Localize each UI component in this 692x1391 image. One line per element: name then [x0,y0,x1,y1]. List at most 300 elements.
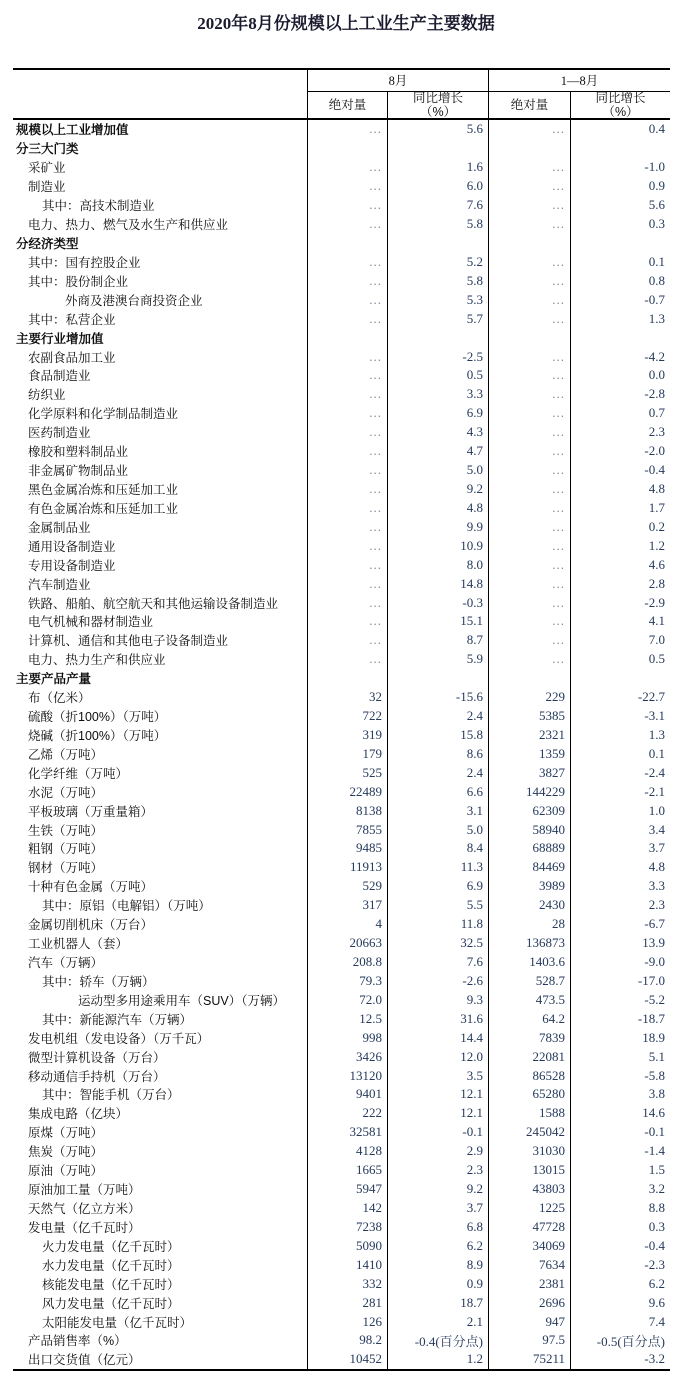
row-label: 铁路、船舶、航空航天和其他运输设备制造业 [28,596,279,611]
cell-value: 8.9 [387,1255,488,1274]
row-label: 电气机械和器材制造业 [28,615,154,630]
table-row [13,1180,670,1199]
table-row [13,328,670,347]
table-row [13,612,670,631]
table-row [13,1274,670,1293]
cell-value: ... [488,385,570,404]
table-row [13,480,670,499]
row-label: 主要产品产量 [16,672,92,687]
cell-value: ... [488,612,570,631]
cell-value: 5.7 [387,309,488,328]
cell-value: ... [307,574,387,593]
cell-value: 2.3 [387,1161,488,1180]
cell-value: ... [307,404,387,423]
cell-value: ... [307,366,387,385]
header-group-row [13,70,670,92]
row-label: 核能发电量（亿千瓦时） [42,1277,180,1292]
cell-value: 5.8 [387,271,488,290]
row-label: 计算机、通信和其他电子设备制造业 [28,634,229,649]
cell-value: 9.9 [387,517,488,536]
header-yoy-line2: （%） [419,105,457,119]
table-row [13,896,670,915]
cell-value: 317 [307,896,387,915]
cell-value: 7.6 [387,953,488,972]
row-label: 外商及港澳台商投资企业 [65,293,203,308]
row-label: 焦炭（万吨） [28,1145,104,1160]
cell-value: 1588 [488,1104,570,1123]
cell-value: ... [307,555,387,574]
cell-value: 0.1 [570,252,670,271]
row-label: 电力、热力、燃气及水生产和供应业 [28,218,229,233]
cell-value: -2.0 [570,442,670,461]
cell-value: 5.6 [570,196,670,215]
cell-value: ... [307,650,387,669]
row-label: 太阳能发电量（亿千瓦时） [42,1315,193,1330]
cell-value: -5.2 [570,990,670,1009]
cell-value: 32.5 [387,934,488,953]
cell-value: 31030 [488,1142,570,1161]
cell-value: 4.3 [387,423,488,442]
table-row [13,215,670,234]
cell-value: 7.0 [570,631,670,650]
row-label: 烧碱（折100%）（万吨） [28,728,167,743]
cell-value: 1.3 [570,309,670,328]
cell-value: 12.0 [387,1047,488,1066]
cell-value: 11.8 [387,915,488,934]
table-row [13,877,670,896]
table-row [13,1047,670,1066]
table-row [13,1236,670,1255]
table-row [13,1104,670,1123]
cell-value: 11.3 [387,858,488,877]
cell-value: 229 [488,688,570,707]
cell-value: 75211 [488,1350,570,1369]
cell-value: 332 [307,1274,387,1293]
cell-value: 0.3 [570,215,670,234]
cell-value: 3.1 [387,801,488,820]
table-row [13,1199,670,1218]
row-label: 纺织业 [28,388,66,403]
cell-value: 0.5 [387,366,488,385]
cell-value: 12.5 [307,1009,387,1028]
cell-value: 6.2 [570,1274,670,1293]
cell-value: -2.3 [570,1255,670,1274]
cell-value: 1.2 [387,1350,488,1369]
table-header [13,70,670,120]
cell-value: 2.9 [387,1142,488,1161]
table-row [13,347,670,366]
cell-value: ... [307,290,387,309]
cell-value: 8.0 [387,555,488,574]
cell-value: 6.0 [387,177,488,196]
cell-value: 9401 [307,1085,387,1104]
table-row [13,1009,670,1028]
table-row [13,1142,670,1161]
cell-value: 43803 [488,1180,570,1199]
table-row [13,1217,670,1236]
header-yoy-august [387,92,488,118]
table-row [13,1293,670,1312]
cell-value [387,234,488,253]
row-label: 原油（万吨） [28,1164,104,1179]
cell-value: 0.0 [570,366,670,385]
cell-value: 98.2 [307,1331,387,1350]
row-label: 水力发电量（亿千瓦时） [42,1258,180,1273]
cell-value: 0.1 [570,744,670,763]
cell-value: 4 [307,915,387,934]
cell-value: 142 [307,1199,387,1218]
cell-value: 10452 [307,1350,387,1369]
cell-value: 3.7 [387,1199,488,1218]
row-label: 运动型多用途乘用车（SUV）（万辆） [78,993,285,1008]
cell-value [307,328,387,347]
cell-value [488,328,570,347]
cell-value: ... [488,498,570,517]
cell-value: -15.6 [387,688,488,707]
cell-value [307,139,387,158]
cell-value: 1225 [488,1199,570,1218]
cell-value: ... [307,385,387,404]
table-row [13,1331,670,1350]
cell-value: ... [488,480,570,499]
row-label: 橡胶和塑料制品业 [28,445,129,460]
row-label: 食品制造业 [28,369,91,384]
cell-value [570,234,670,253]
cell-value: 3.4 [570,820,670,839]
table-body [13,120,670,1369]
cell-value: ... [488,309,570,328]
row-label: 其中：私营企业 [28,312,116,327]
cell-value: -18.7 [570,1009,670,1028]
cell-value: 1.6 [387,158,488,177]
table-row [13,990,670,1009]
cell-value: 15.8 [387,726,488,745]
cell-value: 7238 [307,1217,387,1236]
cell-value: 64.2 [488,1009,570,1028]
cell-value: 3.8 [570,1085,670,1104]
table-row [13,631,670,650]
cell-value: ... [488,555,570,574]
cell-value: ... [488,631,570,650]
cell-value: 4.1 [570,612,670,631]
cell-value: ... [488,442,570,461]
cell-value: 86528 [488,1066,570,1085]
row-label: 农副食品加工业 [28,350,116,365]
cell-value: 0.9 [387,1274,488,1293]
header-group-august: 8月 [307,70,488,92]
cell-value: 3426 [307,1047,387,1066]
cell-value: 9.6 [570,1293,670,1312]
table-row [13,234,670,253]
cell-value [307,234,387,253]
cell-value: 5.1 [570,1047,670,1066]
cell-value: 58940 [488,820,570,839]
cell-value: 6.9 [387,404,488,423]
cell-value: 5090 [307,1236,387,1255]
cell-value: -2.5 [387,347,488,366]
cell-value: 4128 [307,1142,387,1161]
cell-value: -0.4(百分点) [387,1331,488,1350]
table-row [13,177,670,196]
cell-value: -2.4 [570,763,670,782]
table-row [13,707,670,726]
cell-value: 5.2 [387,252,488,271]
header-sub-row [13,92,670,118]
cell-value: 5.0 [387,461,488,480]
cell-value: 31.6 [387,1009,488,1028]
table-row [13,763,670,782]
cell-value: 62309 [488,801,570,820]
cell-value: 222 [307,1104,387,1123]
table-row [13,158,670,177]
cell-value: ... [307,215,387,234]
cell-value: ... [307,631,387,650]
cell-value: -17.0 [570,971,670,990]
cell-value: 8.4 [387,839,488,858]
table-row [13,820,670,839]
cell-value: 7.6 [387,196,488,215]
table-row [13,1350,670,1369]
cell-value: 126 [307,1312,387,1331]
cell-value: 1665 [307,1161,387,1180]
cell-value: 13015 [488,1161,570,1180]
header-yoy-jan-aug [570,92,670,118]
table-row [13,309,670,328]
cell-value: 97.5 [488,1331,570,1350]
cell-value: 6.2 [387,1236,488,1255]
cell-value: ... [488,347,570,366]
cell-value: 47728 [488,1217,570,1236]
table-row [13,517,670,536]
table-row [13,196,670,215]
row-label: 平板玻璃（万重量箱） [28,804,154,819]
row-label: 其中：智能手机（万台） [42,1088,180,1103]
cell-value: 1.7 [570,498,670,517]
cell-value: 5385 [488,707,570,726]
cell-value: 2.3 [570,896,670,915]
cell-value: 947 [488,1312,570,1331]
row-label: 化学原料和化学制品制造业 [28,407,179,422]
table-row [13,1312,670,1331]
table-row [13,461,670,480]
cell-value: 14.4 [387,1028,488,1047]
table-row [13,858,670,877]
cell-value: 15.1 [387,612,488,631]
row-label: 发电量（亿千瓦时） [28,1220,141,1235]
row-label: 乙烯（万吨） [28,747,104,762]
table-row [13,1028,670,1047]
cell-value: -1.4 [570,1142,670,1161]
cell-value: 0.9 [570,177,670,196]
cell-value: 6.8 [387,1217,488,1236]
cell-value: ... [307,158,387,177]
cell-value: 20663 [307,934,387,953]
table-row [13,423,670,442]
cell-value [488,139,570,158]
cell-value: 6.6 [387,782,488,801]
row-label: 采矿业 [28,161,66,176]
cell-value: ... [488,271,570,290]
cell-value: 2696 [488,1293,570,1312]
header-group-jan-aug: 1—8月 [488,70,670,92]
cell-value: 179 [307,744,387,763]
cell-value: 18.9 [570,1028,670,1047]
row-label: 发电机组（发电设备）（万千瓦） [28,1031,210,1046]
cell-value: 319 [307,726,387,745]
cell-value: 5.9 [387,650,488,669]
cell-value: 7839 [488,1028,570,1047]
table-row [13,271,670,290]
cell-value: 34069 [488,1236,570,1255]
cell-value: -1.0 [570,158,670,177]
table-row [13,1255,670,1274]
cell-value: 8.8 [570,1199,670,1218]
table-row [13,498,670,517]
cell-value: 84469 [488,858,570,877]
table-row [13,915,670,934]
row-label: 工业机器人（套） [28,937,129,952]
cell-value: ... [488,366,570,385]
table-row [13,366,670,385]
cell-value: -5.8 [570,1066,670,1085]
row-label: 风力发电量（亿千瓦时） [42,1296,180,1311]
cell-value: ... [307,423,387,442]
row-label: 分三大门类 [16,142,79,157]
cell-value: 2430 [488,896,570,915]
cell-value: 18.7 [387,1293,488,1312]
cell-value: ... [307,120,387,139]
cell-value: 2.4 [387,763,488,782]
cell-value: ... [488,290,570,309]
row-label: 有色金属冶炼和压延加工业 [28,501,179,516]
table-row [13,650,670,669]
table-row [13,574,670,593]
row-label: 火力发电量（亿千瓦时） [42,1239,180,1254]
cell-value: 5.6 [387,120,488,139]
cell-value: -6.7 [570,915,670,934]
cell-value: ... [488,574,570,593]
header-label-spacer [13,92,307,118]
table-row [13,726,670,745]
cell-value: 3.5 [387,1066,488,1085]
cell-value: -4.2 [570,347,670,366]
row-label: 其中：股份制企业 [28,274,129,289]
table-row [13,934,670,953]
cell-value: -2.9 [570,593,670,612]
cell-value: 4.8 [570,480,670,499]
cell-value: 136873 [488,934,570,953]
cell-value: 2381 [488,1274,570,1293]
table-row [13,385,670,404]
row-label: 十种有色金属（万吨） [28,880,154,895]
header-absolute-august: 绝对量 [307,92,387,118]
cell-value: ... [307,517,387,536]
cell-value: -3.1 [570,707,670,726]
cell-value: 3989 [488,877,570,896]
row-label: 制造业 [28,180,66,195]
cell-value: 5.5 [387,896,488,915]
header-yoy-line1: 同比增长 [595,91,646,105]
cell-value [570,328,670,347]
table-row [13,442,670,461]
table-row [13,1161,670,1180]
cell-value: 4.6 [570,555,670,574]
cell-value: 2.4 [387,707,488,726]
cell-value: ... [488,177,570,196]
row-label: 出口交货值（亿元） [28,1353,141,1368]
cell-value: 3827 [488,763,570,782]
row-label: 汽车（万辆） [28,956,104,971]
cell-value: -3.2 [570,1350,670,1369]
cell-value: 1410 [307,1255,387,1274]
cell-value: -2.6 [387,971,488,990]
row-label: 其中：原铝（电解铝）（万吨） [42,899,211,914]
table-row [13,669,670,688]
cell-value: 32581 [307,1123,387,1142]
cell-value: -0.7 [570,290,670,309]
cell-value: 0.5 [570,650,670,669]
cell-value: -0.3 [387,593,488,612]
cell-value: 9.2 [387,480,488,499]
cell-value: 5.0 [387,820,488,839]
cell-value: 2.8 [570,574,670,593]
row-label: 电力、热力生产和供应业 [28,653,166,668]
cell-value [387,328,488,347]
cell-value: ... [307,461,387,480]
cell-value: 9.3 [387,990,488,1009]
cell-value: ... [307,480,387,499]
row-label: 非金属矿物制品业 [28,464,129,479]
cell-value: 4.8 [387,498,488,517]
header-absolute-jan-aug: 绝对量 [488,92,570,118]
cell-value: 14.8 [387,574,488,593]
cell-value: 10.9 [387,536,488,555]
cell-value: ... [488,158,570,177]
cell-value: 245042 [488,1123,570,1142]
cell-value: 0.3 [570,1217,670,1236]
row-label: 产品销售率（%） [28,1334,127,1349]
table-row [13,404,670,423]
row-label: 其中：轿车（万辆） [42,974,155,989]
row-label: 其中：新能源汽车（万辆） [42,1012,193,1027]
cell-value: ... [488,461,570,480]
row-label: 医药制造业 [28,426,91,441]
row-label: 黑色金属冶炼和压延加工业 [28,482,179,497]
row-label: 其中：高技术制造业 [42,199,155,214]
cell-value: ... [488,120,570,139]
cell-value: -2.8 [570,385,670,404]
cell-value [387,669,488,688]
cell-value: 6.9 [387,877,488,896]
cell-value: ... [488,650,570,669]
cell-value [307,669,387,688]
cell-value: -0.5(百分点) [570,1331,670,1350]
cell-value: 28 [488,915,570,934]
header-yoy-line1: 同比增长 [412,91,463,105]
row-label: 化学纤维（万吨） [28,766,129,781]
cell-value: 9485 [307,839,387,858]
cell-value: 72.0 [307,990,387,1009]
row-label: 通用设备制造业 [28,539,116,554]
cell-value: -9.0 [570,953,670,972]
row-label: 天然气（亿立方米） [28,1202,141,1216]
cell-value [488,669,570,688]
cell-value: 65280 [488,1085,570,1104]
cell-value: 3.7 [570,839,670,858]
cell-value: 22489 [307,782,387,801]
row-label: 专用设备制造业 [28,558,116,573]
row-label: 水泥（万吨） [28,785,104,800]
